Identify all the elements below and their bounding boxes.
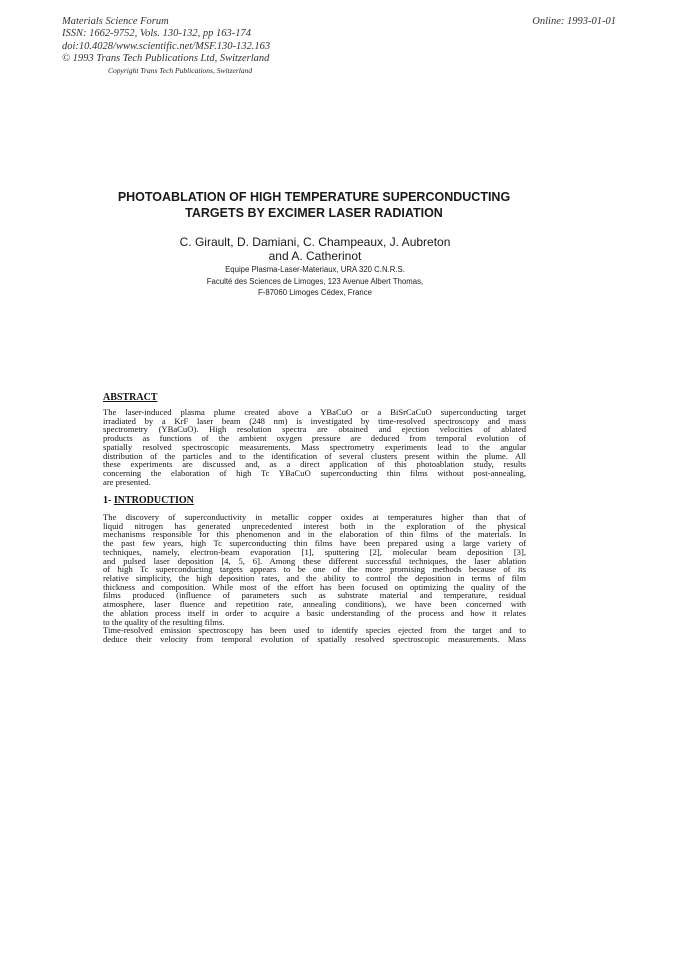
section-title: INTRODUCTION xyxy=(113,495,194,506)
text-line: relative simplicity, the high deposition rates, and the ability to control the deposition in terms of film xyxy=(103,573,526,584)
text-line: the past few years, high Tc superconducting thin films have been prepared using a large variety of xyxy=(103,538,526,549)
affiliation xyxy=(150,264,480,299)
text-line: of high Tc superconducting targets appears to be one of the more promising methods because of its xyxy=(103,564,526,575)
text-line: the ablation process itself in order to acquire a basic understanding of the process and how it relates xyxy=(103,607,526,618)
text-line: The laser-induced plasma plume created above a YBaCuO or a BiSrCaCuO superconducting target xyxy=(103,407,526,417)
text-line: these experiments are discussed and, as a direct application of this photoablation study, results xyxy=(103,459,526,470)
affiliation-line-2: Faculté des Sciences de Limoges, 123 Avenue Albert Thomas, xyxy=(206,276,424,286)
online-date: Online: 1993-01-01 xyxy=(532,16,616,27)
issn-line: ISSN: 1662-9752, Vols. 130-132, pp 163-174 xyxy=(62,28,251,40)
abstract-body xyxy=(103,408,526,486)
text-line: are presented. xyxy=(103,476,151,487)
authors-line-1: C. Girault, D. Damiani, C. Champeaux, J. Aubreton xyxy=(179,235,451,249)
text-line: irradiated by a KrF laser beam (248 nm) is investigated by time-resolved spectroscopy and mass xyxy=(103,415,526,426)
paper-title xyxy=(90,189,538,221)
copyright-small: Copyright Trans Tech Publications, Switzerland xyxy=(108,66,253,75)
text-line: products as functions of the ambient oxygen pressure are deduced from temporal evolution of xyxy=(103,433,526,444)
text-line: liquid nitrogen has generated unprecedented interest both in the exploration of the physical xyxy=(103,520,526,531)
author-list xyxy=(110,235,520,263)
text-line: films produced (influence of parameters such as substrate material and temperature, residual xyxy=(103,590,526,601)
introduction-heading xyxy=(103,495,194,506)
journal-name: Materials Science Forum xyxy=(62,16,169,27)
text-line: deduce their velocity from temporal evolution of spatially resolved spectroscopic measurements. Mass xyxy=(103,634,526,645)
affiliation-line-3: F-87060 Limoges Cédex, France xyxy=(258,288,372,297)
text-line: Time-resolved emission spectroscopy has been used to identify species ejected from the target and to xyxy=(103,625,526,636)
affiliation-line-1: Equipe Plasma-Laser-Materiaux, URA 320 C.N.R.S. xyxy=(225,265,405,274)
title-line-2: TARGETS BY EXCIMER LASER RADIATION xyxy=(185,206,443,220)
text-line: spectrometry (YBaCuO). High resolution spectra are obtained and ejection velocities of ablated xyxy=(103,424,526,435)
text-line: distribution of the particles and to the identification of several clusters present within the plume. All xyxy=(103,450,526,461)
text-line: atmosphere, laser fluence and repetition rate, annealing conditions), we have been concerned with xyxy=(103,599,526,610)
doi-line: doi:10.4028/www.scientific.net/MSF.130-132.163 xyxy=(62,40,271,52)
authors-line-2: and A. Catherinot xyxy=(268,249,362,263)
section-number: 1- xyxy=(103,495,112,506)
title-line-1: PHOTOABLATION OF HIGH TEMPERATURE SUPERCONDUCTING xyxy=(117,190,511,204)
text-line: thickness and composition. While most of the effort has been focused on optimizing the quality of the xyxy=(103,581,526,592)
text-line: mechanisms responsible for this phenomenon and in the elaboration of thin films of the materials. In xyxy=(103,529,526,540)
text-line: techniques, namely, electron-beam evaporation [1], sputtering [2], molecular beam deposition [3], xyxy=(103,546,526,557)
text-line: and pulsed laser deposition [4, 5, 6]. Among these different successful techniques, the laser ablation xyxy=(103,555,526,566)
text-line: concerning the elaboration of high Tc YBaCuO superconducting thin films without post-annealing, xyxy=(103,468,526,479)
journal-header xyxy=(62,16,392,66)
text-line: The discovery of superconductivity in metallic copper oxides at temperatures higher than that of xyxy=(103,512,526,522)
copyright-line: © 1993 Trans Tech Publications Ltd, Switzerland xyxy=(62,53,270,65)
introduction-body xyxy=(103,513,526,644)
text-line: to the quality of the resulting films. xyxy=(103,616,225,627)
abstract-heading: ABSTRACT xyxy=(103,392,158,403)
text-line: spatially resolved spectroscopic measurements. Mass spectrometry experiments lead to the angular xyxy=(103,441,526,452)
